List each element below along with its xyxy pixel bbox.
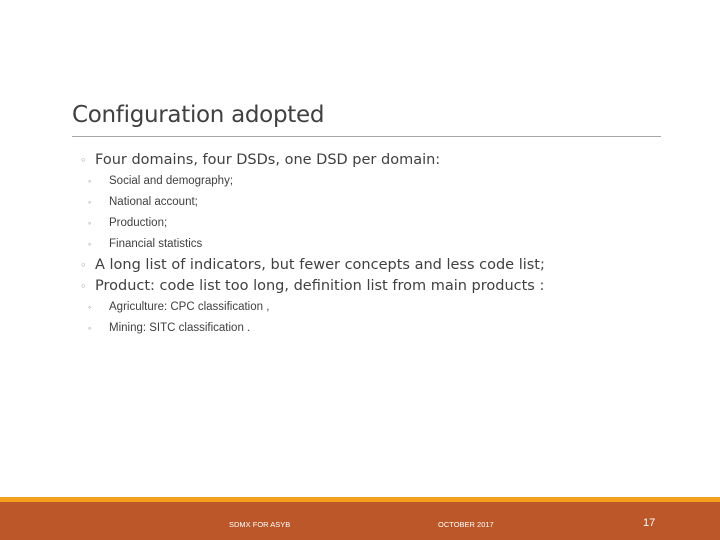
sub-bullet-text: National account; (109, 196, 198, 208)
bullet-text: A long list of indicators, but fewer concepts and less code list; (95, 257, 545, 273)
sub-bullet-circle-icon: ◦ (88, 239, 92, 249)
sub-bullet-text: Mining: SITC classification . (109, 322, 251, 334)
sub-bullet-circle-icon: ◦ (88, 197, 92, 207)
slide-content (80, 150, 660, 339)
sub-bullet-text: Production; (109, 217, 168, 229)
sub-bullet-item (88, 318, 660, 339)
footer-bar (0, 502, 720, 540)
page-number: 17 (643, 517, 656, 529)
sub-bullet-circle-icon: ◦ (88, 302, 92, 312)
sub-bullet-text: Agriculture: CPC classification , (109, 301, 270, 313)
sub-bullet-item (88, 192, 660, 213)
title-divider (72, 136, 661, 137)
sub-bullet-item (88, 213, 660, 234)
bullet-text: Four domains, four DSDs, one DSD per domain: (95, 152, 441, 168)
sub-bullet-text: Financial statistics (109, 238, 203, 250)
sub-bullet-circle-icon: ◦ (88, 218, 92, 228)
bullet-item (80, 255, 660, 276)
sub-bullet-item (88, 171, 660, 192)
bullet-circle-icon: ◦ (80, 259, 87, 272)
slide-title: Configuration adopted (72, 102, 325, 128)
sub-bullet-item (88, 234, 660, 255)
footer-date: OCTOBER 2017 (438, 520, 494, 529)
bullet-item (80, 276, 660, 297)
sub-bullet-circle-icon: ◦ (88, 176, 92, 186)
bullet-text: Product: code list too long, definition list from main products : (95, 278, 545, 294)
bullet-circle-icon: ◦ (80, 154, 87, 167)
bullet-item (80, 150, 660, 171)
sub-bullet-item (88, 297, 660, 318)
sub-bullet-list (80, 171, 660, 255)
sub-bullet-list (80, 297, 660, 339)
sub-bullet-circle-icon: ◦ (88, 323, 92, 333)
footer-left-text: SDMX FOR ASYB (229, 520, 291, 529)
sub-bullet-text: Social and demography; (109, 175, 234, 187)
bullet-circle-icon: ◦ (80, 280, 87, 293)
